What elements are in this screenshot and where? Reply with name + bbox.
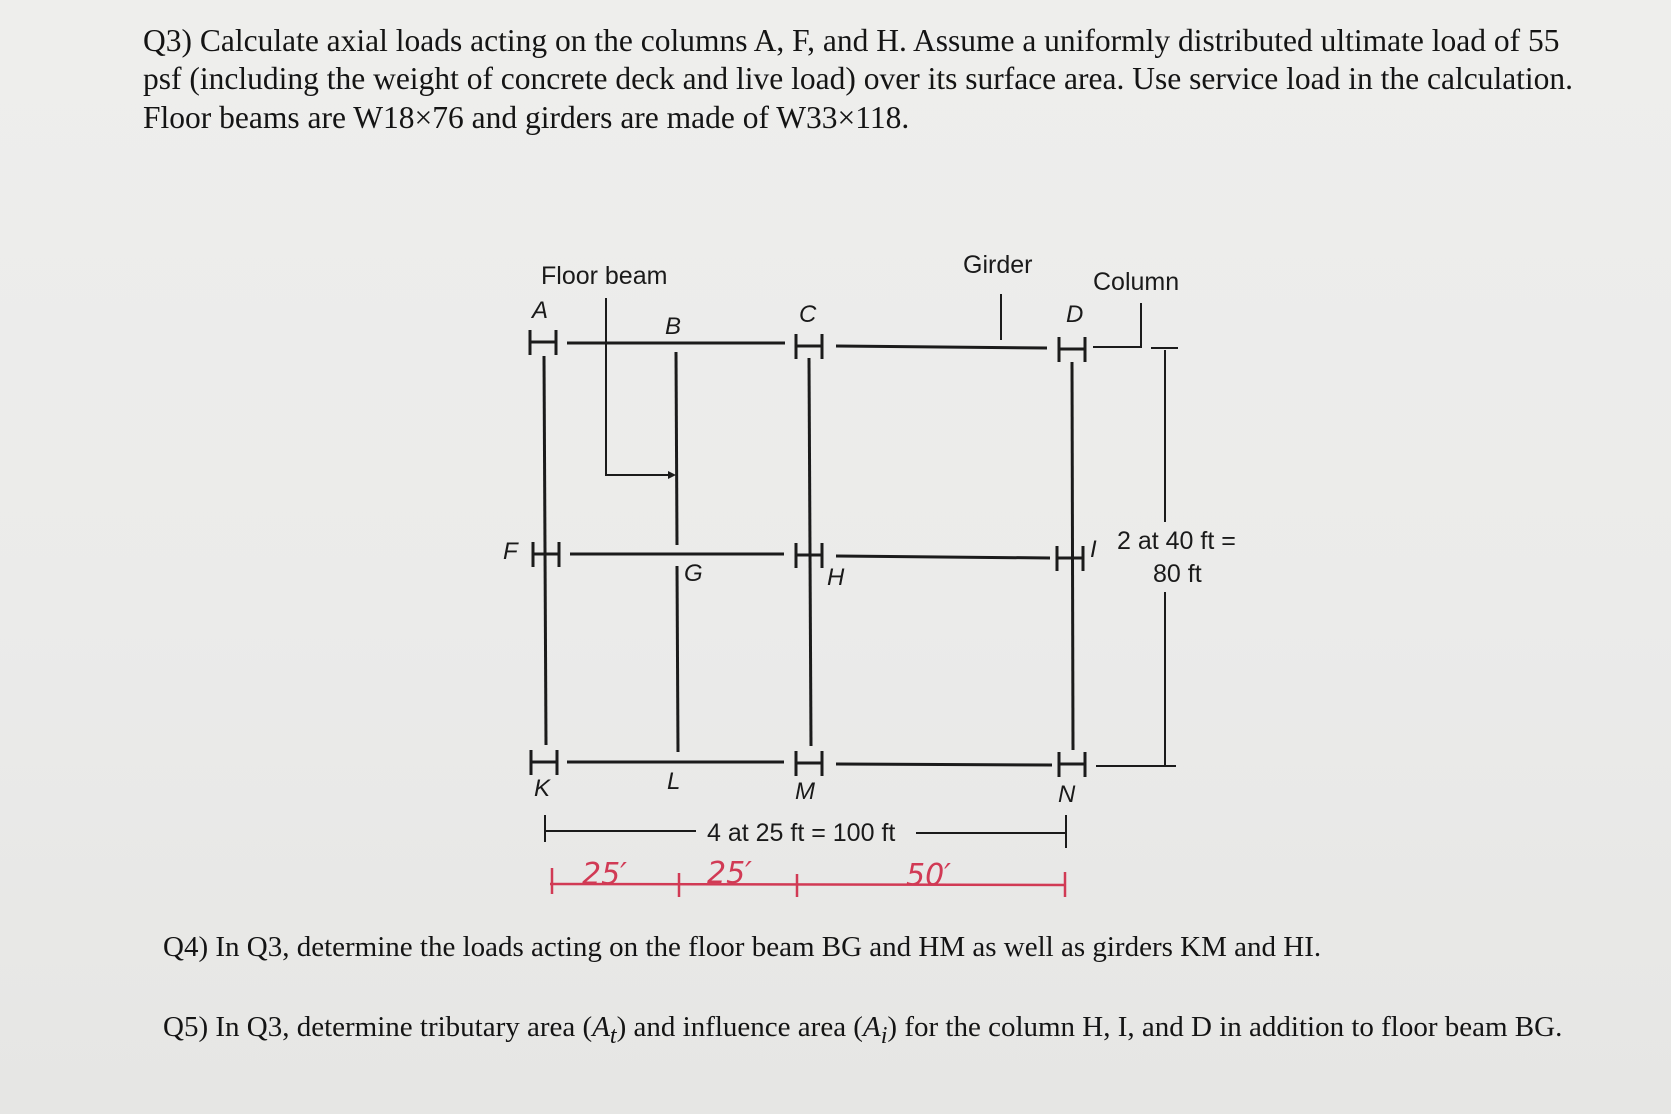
node-label-c: C [799, 301, 817, 328]
node-label-i: I [1090, 536, 1097, 563]
column-line-cm [809, 358, 811, 746]
column-d-symbol [1059, 337, 1085, 362]
column-label: Column [1093, 268, 1180, 296]
floor-beam-gl [677, 566, 678, 752]
tributary-area-subscript: t [609, 1021, 617, 1049]
node-label-m: M [795, 778, 815, 805]
node-label-l: L [667, 768, 681, 795]
node-label-h: H [827, 564, 845, 591]
handwritten-25ft-first: 25′ [582, 857, 627, 892]
tributary-area-symbol: A [592, 1011, 610, 1043]
dim-vertical-text-line1: 2 at 40 ft = [1117, 527, 1236, 555]
floor-beam-leader [606, 298, 668, 475]
floor-beam-label: Floor beam [541, 262, 668, 290]
floor-beam-leader-arrowhead [668, 471, 676, 479]
column-leader [1093, 303, 1141, 347]
node-label-k: K [534, 775, 551, 802]
q5-text-part3: ) for the column H, I, and D in addition to floor beam BG. [887, 1011, 1563, 1043]
influence-area-symbol: A [862, 1011, 881, 1043]
column-k-symbol [531, 750, 557, 775]
handwritten-25ft-second: 25′ [707, 856, 752, 891]
node-label-d: D [1066, 301, 1084, 328]
q5-text-part1: Q5) In Q3, determine tributary area ( [163, 1011, 593, 1043]
dim-vertical-text-line2: 80 ft [1153, 560, 1202, 588]
question-5-text [163, 1010, 1563, 1051]
column-line-dn [1072, 362, 1073, 750]
question-4-text: Q4) In Q3, determine the loads acting on the floor beam BG and HM as well as girders KM and HI. [163, 931, 1322, 963]
node-label-a: A [532, 297, 549, 324]
handwritten-dim-line [550, 884, 1066, 885]
column-a-symbol [530, 330, 556, 355]
column-line-left [544, 356, 546, 745]
girder-label: Girder [963, 251, 1033, 279]
node-label-n: N [1058, 781, 1076, 808]
node-label-f: F [503, 538, 518, 565]
column-m-symbol [796, 751, 822, 776]
floor-beam-bg [676, 352, 677, 545]
node-label-g: G [684, 560, 703, 587]
dim-horizontal-text: 4 at 25 ft = 100 ft [707, 819, 896, 847]
q5-text-part2: ) and influence area ( [616, 1011, 863, 1043]
question-3-text: Q3) Calculate axial loads acting on the columns A, F, and H. Assume a uniformly distributed ultimate load of 55 psf (including the weight of concrete deck and live load) over its surface area. Use service load in the calculation. Floor beams are W18×76 and girders are made of W33×118. [143, 23, 1574, 135]
column-i-symbol [1057, 546, 1083, 571]
column-n-symbol [1059, 752, 1085, 777]
node-label-b: B [665, 313, 682, 340]
column-c-symbol [796, 334, 822, 359]
handwritten-50ft: 50′ [906, 858, 951, 893]
influence-area-subscript: i [880, 1021, 888, 1049]
